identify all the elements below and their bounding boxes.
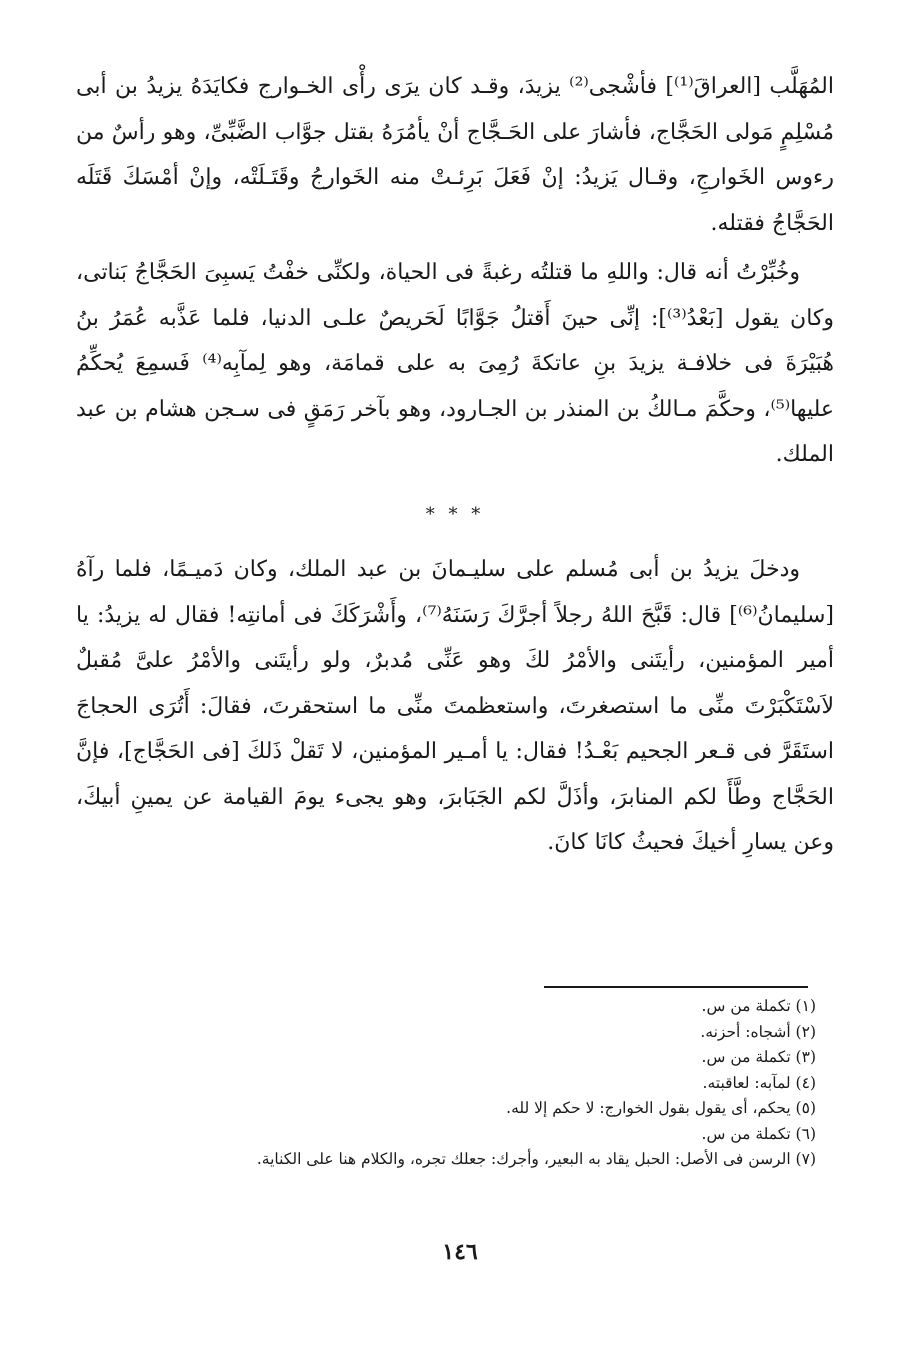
main-text: [76, 64, 834, 866]
footnotes: [80, 994, 816, 1173]
footnote-4: (٤) لمآبه: لعاقبته.: [702, 1073, 816, 1092]
paragraph-2: وخُبِّرْتُ أنه قال: واللهِ ما قتلتُه رغبةً فى الحياة، ولكنِّى خفْتُ يَسبِىَ الحَجَّاجُ بَناتى، وكان يقول [بَعْدُ⁽³⁾]: إنِّى حينَ أَقتلُ جَوَّابًا لَحَريصٌ علـى الدنيا، فلما عَذَّبه عُمَرُ بنُ هُبَيْرَةَ فى خلافـة يزيدَ بنِ عاتكةَ رُمِىَ به على قمامَة، وهو لِمآبِه⁽⁴⁾ فَسمِعَ يُحكِّمُ عليها⁽⁵⁾، وحكَّمَ مـالكُ بن المنذر بن الجـارود، وهو بآخر رَمَقٍ فى سـجن هشام بن عبد الملك.: [76, 260, 834, 467]
page-number: ١٤٦: [442, 1239, 478, 1265]
footnote-7: (٧) الرسن فى الأصل: الحبل يقاد به البعير، وأجرك: جعلك تجره، والكلام هنا على الكناية.: [256, 1150, 816, 1168]
paragraph-1: المُهَلَّب [العراقَ⁽¹⁾] فأشْجى⁽²⁾ يزيدَ، وقـد كان يرَى رأْى الخـوارج فكايَدَهُ يزيدُ بن أبى مُسْلِمٍ مَولى الحَجَّاج، فأشارَ على الحَـجَّاج أنْ يأمُرَهُ بقتل جوَّاب الضَّبِّىِّ، وهو رأسٌ من رءوس الخَوارجِ، وقـال يَزيدُ: إنْ فَعَلَ بَرِئـتْ منه الخَوارجُ وقَتَـلَتْه، وإنْ أمْسَكَ قَتَلَه الحَجَّاجُ فقتله.: [76, 74, 834, 236]
footnote-divider: [544, 986, 808, 988]
paragraph-3: ودخلَ يزيدُ بن أبى مُسلم على سليـمانَ بن عبد الملك، وكان دَميـمًا، فلما رآهُ [سليمانُ⁽⁶⁾] قال: قَبَّحَ اللهُ رجلاً أجرَّكَ رَسَنَهُ⁽⁷⁾، وأَشْرَكَكَ فى أمانتِه! فقال له يزيدُ: يا أمير المؤمنين، رأيتَنى والأمْرُ لكَ وهو عَنِّى مُدبرٌ، ولو رأيتَنى والأمْرُ علىَّ مُقبلٌ لاَسْتَكْبَرْتَ منِّى ما استصغرتَ، واستعظمتَ منِّى ما استحقرتَ، فقالَ: أَتُرَى الحجاجَ استَقَرَّ فى قـعر الجحيم بَعْـدُ! فقال: يا أمـير المؤمنين، لا تَقلْ ذَلكَ [فى الحَجَّاج]، فإنَّ الحَجَّاج وطَّأَ لكم المنابرَ، وأذَلَّ لكم الجَبَابرَ، وهو يجىء يومَ القيامة عن يمينِ أبيكَ، وعن يسارِ أخيكَ فحيثُ كانَا كانَ.: [76, 557, 834, 855]
footnote-2: (٢) أشجاه: أحزنه.: [700, 1022, 816, 1041]
footnote-5: (٥) يحكم، أى يقول بقول الخوارج: لا حكم إلا لله.: [506, 1099, 816, 1117]
footnote-6: (٦) تكملة من س.: [701, 1124, 816, 1143]
section-separator: * * *: [425, 503, 485, 525]
footnote-3: (٣) تكملة من س.: [701, 1048, 816, 1066]
footnote-1: (١) تكملة من س.: [701, 997, 816, 1015]
